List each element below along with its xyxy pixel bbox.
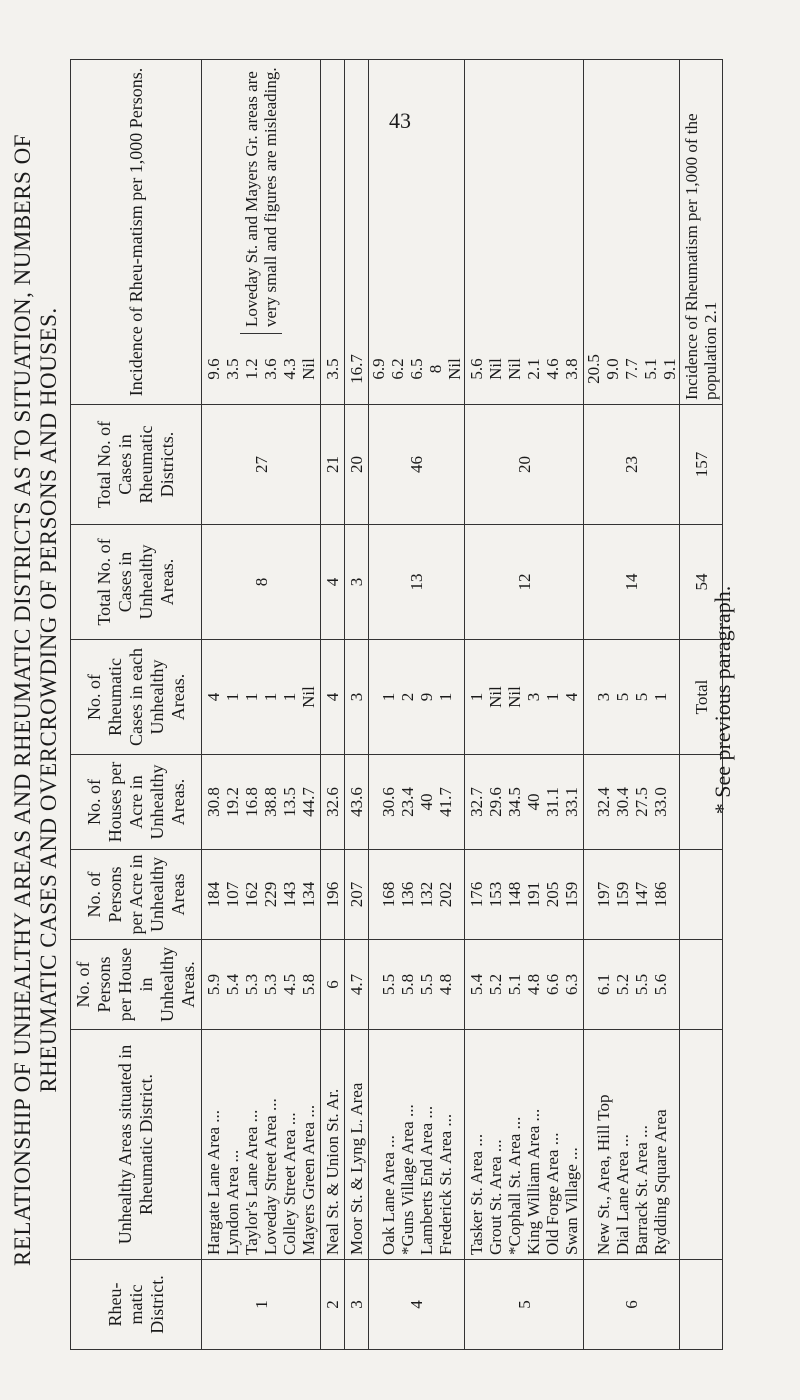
persons-per-acre-line: 205 [543,881,562,908]
district-number: 3 [345,1260,369,1350]
incidence-values [347,334,366,404]
incidence-value: 8 [426,364,445,374]
incidence-cell [202,60,321,405]
cases-each-line: Nil [486,686,505,708]
persons-per-acre-line: 162 [242,881,261,908]
persons-per-acre [202,850,321,940]
persons-per-house-line: 4.5 [280,973,299,996]
persons-per-acre-line: 159 [612,881,632,908]
houses-per-acre-line: 29.6 [486,787,505,817]
area-names-line: New St., Area, Hill Top [593,1094,613,1255]
area-names-line: Mayers Green Area ... [299,1104,318,1255]
area-names [321,1030,345,1260]
header-cases-each: No. of Rheumatic Cases in each Unhealthy Areas. [71,640,202,755]
incidence-value: 4.6 [543,358,562,380]
district-number: 4 [369,1260,465,1350]
area-names-line: Loveday Street Area ... [261,1098,280,1255]
area-names [345,1030,369,1260]
persons-per-acre-line: 107 [223,881,242,908]
houses-per-acre-line: 16.8 [242,787,261,817]
cases-each-line: 5 [612,692,632,702]
persons-per-acre-line: 202 [435,881,455,908]
area-names-line: Colley Street Area ... [280,1112,299,1255]
houses-per-acre-line: 32.6 [323,787,342,817]
area-names [369,1030,465,1260]
incidence-values [323,334,342,404]
houses-per-acre-line: 43.6 [347,787,366,817]
incidence-value: 3.6 [261,358,280,380]
cases-each [369,640,465,755]
area-names-line: Lyndon Area ... [223,1149,242,1255]
persons-per-acre-line: 197 [593,881,613,908]
cases-each-line: 3 [593,692,613,702]
incidence-note: Loveday St. and Mayers Gr. areas are very small and figures are misleading. [240,60,282,334]
persons-per-house [321,940,345,1030]
total-unhealthy: 3 [345,525,369,640]
area-names-line: Moor St. & Lyng L. Area [347,1082,366,1255]
houses-per-acre-line: 23.4 [397,787,417,817]
persons-per-house-line: 5.9 [204,973,223,996]
houses-per-acre-line: 34.5 [505,787,524,817]
header-total-unhealthy: Total No. of Cases in Unhealthy Areas. [71,525,202,640]
incidence-value: 2.1 [524,358,543,380]
incidence-value: Nil [505,358,524,380]
incidence-values [204,334,318,404]
table-row [202,60,321,1350]
area-names-line: *Guns Village Area ... [397,1104,417,1255]
houses-per-acre-line: 30.4 [612,787,632,817]
incidence-value: 9.1 [660,358,679,380]
header-district: Rheu-matic District. [71,1260,202,1350]
houses-per-acre-line: 38.8 [261,787,280,817]
table-body [202,60,723,1350]
cases-each-line: Nil [505,686,524,708]
incidence-value: 6.9 [369,358,388,380]
incidence-values [369,334,464,404]
area-names-line: Rydding Square Area [650,1109,670,1255]
persons-per-house-line: 5.8 [397,973,417,996]
cases-each-line: 1 [261,692,280,702]
incidence-value: 6.5 [407,358,426,380]
persons-per-house-line: 5.8 [299,973,318,996]
persons-per-house-line: 5.1 [505,973,524,996]
houses-per-acre [369,755,465,850]
total-unhealthy: 4 [321,525,345,640]
persons-per-acre-line: 147 [631,881,651,908]
area-names-line: Barrack St. Area ... [631,1125,651,1255]
total-district: 27 [202,405,321,525]
cases-each-line: 1 [378,692,398,702]
cases-each-line: 1 [242,692,261,702]
area-names-line: Hargate Lane Area ... [204,1109,223,1255]
houses-per-acre-line: 32.4 [593,787,613,817]
area-names-line: Swan Village ... [562,1147,581,1255]
cases-each-line: 1 [650,692,670,702]
rheumatic-table [70,59,723,1350]
persons-per-house [369,940,465,1030]
incidence-value: 5.6 [467,358,486,380]
table-row [584,60,680,1350]
totals-district: 157 [680,405,723,525]
persons-per-house-line: 5.2 [486,973,505,996]
persons-per-house-line: 5.6 [650,973,670,996]
persons-per-acre [465,850,584,940]
district-number: 1 [202,1260,321,1350]
cases-each [345,640,369,755]
header-incidence: Incidence of Rheu-matism per 1,000 Persons. [71,60,202,405]
incidence-value: 4.3 [280,358,299,380]
persons-per-acre-line: 176 [467,881,486,908]
table-title [10,60,62,1340]
header-persons-per-acre: No. of Persons per Acre in Unhealthy Areas [71,850,202,940]
houses-per-acre-line: 33.0 [650,787,670,817]
persons-per-house-line: 6.6 [543,973,562,996]
persons-per-house-line: 4.8 [435,973,455,996]
total-district: 20 [345,405,369,525]
incidence-value: 9.0 [603,358,622,380]
total-unhealthy: 12 [465,525,584,640]
area-names [465,1030,584,1260]
area-names-line: Taylor's Lane Area ... [242,1109,261,1255]
houses-per-acre [584,755,680,850]
area-names [202,1030,321,1260]
district-number: 2 [321,1260,345,1350]
incidence-value: Nil [445,358,464,380]
persons-per-acre [584,850,680,940]
table-row [369,60,465,1350]
table-row [321,60,345,1350]
table-row [465,60,584,1350]
incidence-cell [584,60,680,405]
totals-incidence: Incidence of Rheumatism per 1,000 of the population 2.1 [680,60,723,405]
houses-per-acre-line: 13.5 [280,787,299,817]
cases-each-line: 1 [223,692,242,702]
persons-per-acre-line: 229 [261,881,280,908]
persons-per-acre-line: 186 [650,881,670,908]
persons-per-house [345,940,369,1030]
incidence-value: 6.2 [388,358,407,380]
total-district: 21 [321,405,345,525]
persons-per-acre-line: 207 [347,881,366,908]
persons-per-acre-line: 136 [397,881,417,908]
area-names-line: *Cophall St. Area ... [505,1116,524,1255]
persons-per-acre-line: 191 [524,881,543,908]
incidence-value: 16.7 [347,354,366,384]
cases-each-line: 1 [543,692,562,702]
persons-per-house-line: 5.4 [223,973,242,996]
header-row [71,60,202,1350]
persons-per-house-line: 5.3 [242,973,261,996]
header-areas: Unhealthy Areas situated in Rheumatic District. [71,1030,202,1260]
houses-per-acre-line: 33.1 [562,787,581,817]
title-line-1: RELATIONSHIP OF UNHEALTHY AREAS AND RHEUMATIC DISTRICTS AS TO SITUATION, NUMBERS OF [10,134,35,1266]
persons-per-house-line: 6.1 [593,973,613,996]
incidence-value: 3.5 [223,358,242,380]
persons-per-house-line: 4.7 [347,973,366,996]
houses-per-acre-line: 32.7 [467,787,486,817]
total-unhealthy: 13 [369,525,465,640]
cases-each-line: 2 [397,692,417,702]
persons-per-house-line: 6 [323,980,342,989]
area-names-line: Tasker St. Area ... [467,1133,486,1255]
cases-each [202,640,321,755]
cases-each-line: 4 [323,692,342,702]
table-row [345,60,369,1350]
incidence-value: 20.5 [584,354,603,384]
footnote: * See previous paragraph. [710,585,735,815]
incidence-values [467,334,581,404]
area-names-line: Old Forge Area ... [543,1132,562,1255]
incidence-value: 7.7 [622,358,641,380]
incidence-cell [345,60,369,405]
persons-per-acre-line: 148 [505,881,524,908]
cases-each-line: 3 [524,692,543,702]
area-names-line: Grout St. Area ... [486,1139,505,1255]
header-total-district: Total No. of Cases in Rheumatic Districts. [71,405,202,525]
persons-per-acre-line: 132 [416,881,436,908]
cases-each-line: 4 [562,692,581,702]
persons-per-house-line: 5.5 [378,973,398,996]
houses-per-acre-line: 30.8 [204,787,223,817]
cases-each-line: 1 [280,692,299,702]
houses-per-acre [202,755,321,850]
header-houses-per-acre: No. of Houses per Acre in Unhealthy Areas. [71,755,202,850]
persons-per-acre-line: 184 [204,881,223,908]
incidence-cell [321,60,345,405]
persons-per-acre-line: 134 [299,881,318,908]
area-names-line: Neal St. & Union St. Ar. [323,1088,342,1255]
area-names-line: King William Area ... [524,1108,543,1255]
persons-per-house [584,940,680,1030]
area-names-line: Lamberts End Area ... [416,1105,436,1255]
persons-per-acre [321,850,345,940]
persons-per-house [465,940,584,1030]
houses-per-acre-line: 41.7 [435,787,455,817]
houses-per-acre-line: 27.5 [631,787,651,817]
persons-per-house-line: 4.8 [524,973,543,996]
persons-per-house-line: 5.5 [631,973,651,996]
cases-each-line: 1 [435,692,455,702]
total-unhealthy: 8 [202,525,321,640]
cases-each-line: 5 [631,692,651,702]
incidence-value: Nil [299,358,318,380]
page-number: 43 [389,108,411,133]
persons-per-acre [369,850,465,940]
houses-per-acre [345,755,369,850]
incidence-value: 5.1 [641,358,660,380]
cases-each-line: 3 [347,692,366,702]
area-names [584,1030,680,1260]
incidence-value: 9.6 [204,358,223,380]
houses-per-acre-line: 40 [416,793,436,811]
incidence-value: 3.5 [323,358,342,380]
houses-per-acre-line: 40 [524,793,543,811]
total-district: 46 [369,405,465,525]
persons-per-acre-line: 143 [280,881,299,908]
persons-per-acre [345,850,369,940]
persons-per-acre-line: 196 [323,881,342,908]
persons-per-house-line: 5.3 [261,973,280,996]
totals-unhealthy: 54 [680,525,723,640]
incidence-value: Nil [486,358,505,380]
incidence-cell [369,60,465,405]
district-number: 5 [465,1260,584,1350]
total-unhealthy: 14 [584,525,680,640]
persons-per-acre-line: 159 [562,881,581,908]
total-district: 20 [465,405,584,525]
area-names-line: Frederick St. Area ... [435,1113,455,1255]
district-number: 6 [584,1260,680,1350]
area-names-line: Dial Lane Area ... [612,1134,632,1255]
cases-each-line: 1 [467,692,486,702]
cases-each-line: 9 [416,692,436,702]
header-persons-per-house: No. of Persons per House in Unhealthy Areas. [71,940,202,1030]
persons-per-house-line: 5.5 [416,973,436,996]
total-district: 23 [584,405,680,525]
cases-each [465,640,584,755]
cases-each [584,640,680,755]
houses-per-acre-line: 31.1 [543,787,562,817]
cases-each-line: 4 [204,692,223,702]
incidence-value: 3.8 [562,358,581,380]
persons-per-house-line: 5.4 [467,973,486,996]
persons-per-house-line: 6.3 [562,973,581,996]
incidence-value: 1.2 [242,358,261,380]
area-names-line: Oak Lane Area ... [378,1135,398,1255]
persons-per-house-line: 5.2 [612,973,632,996]
cases-each [321,640,345,755]
totals-label: Total [680,640,723,755]
houses-per-acre [465,755,584,850]
cases-each-line: Nil [299,686,318,708]
incidence-values [584,334,679,404]
houses-per-acre [321,755,345,850]
persons-per-house [202,940,321,1030]
persons-per-acre-line: 168 [378,881,398,908]
title-line-2: RHEUMATIC CASES AND OVERCROWDING OF PERSONS AND HOUSES. [36,307,61,1093]
houses-per-acre-line: 44.7 [299,787,318,817]
houses-per-acre-line: 30.6 [378,787,398,817]
persons-per-acre-line: 153 [486,881,505,908]
houses-per-acre-line: 19.2 [223,787,242,817]
incidence-cell [465,60,584,405]
